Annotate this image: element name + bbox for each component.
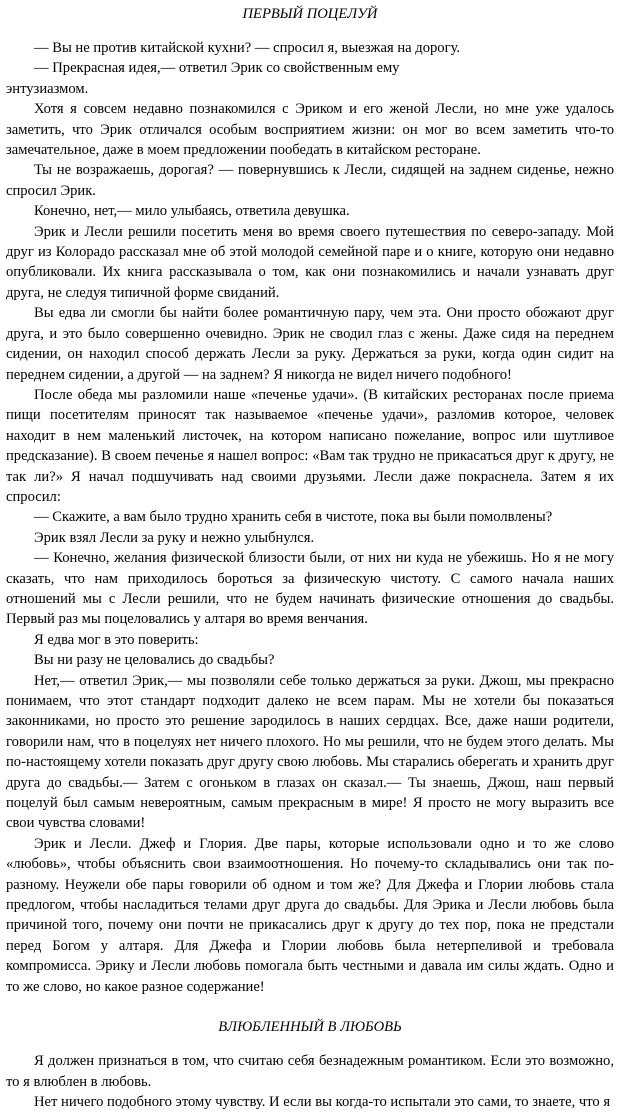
paragraph: Эрик взял Лесли за руку и нежно улыбнулся.: [34, 529, 315, 546]
paragraph: После обеда мы разломили наше «печенье удачи». (В китайских ресторанах после приема пищи посетителям приносят так называемое «печенье удачи», разломив которое, человек находит в нем маленький листочек, на котором написано пожелание, вопрос или шутливое предсказание). В своем печенье я нашел вопрос: «Вам так трудно не прикасаться друг к другу, не так ли?» Я начал подшучивать над своими друзьями. Лесли даже покраснела. Затем я их спросил:: [6, 386, 614, 505]
paragraph: Вы едва ли смогли бы найти более романтичную пару, чем эта. Они просто обожают друг друга, и это было совершенно очевидно. Эрик не сводил глаз с жены. Даже сидя на переднем сидении, он находил способ держать Лесли за руку. Держаться за руки, когда один сидит на переднем сидении, а другой — на заднем? Я никогда не видел ничего подобного!: [6, 305, 614, 383]
paragraph: — Конечно, желания физической близости были, от них ни куда не убежишь. Но я не могу сказать, что нам приходилось бороться за физическую чистоту. С самого начала наших отношений мы с Лесли решили, что не будем начинать физические отношения до свадьбы. Первый раз мы поцеловались у алтаря во время венчания.: [6, 550, 614, 628]
paragraph: Нет ничего подобного этому чувству. И если вы когда-то испытали это сами, то знаете, что я: [34, 1093, 611, 1110]
section-title-in-love-with-love: ВЛЮБЛЕННЫЙ В ЛЮБОВЬ: [218, 1019, 402, 1036]
section-title-first-kiss: ПЕРВЫЙ ПОЦЕЛУЙ: [242, 6, 378, 22]
paragraph: — Скажите, а вам было трудно хранить себя в чистоте, пока вы были помолвлены?: [34, 509, 553, 526]
paragraph: Я едва мог в это поверить:: [34, 631, 199, 648]
paragraph: Я должен признаться в том, что считаю себя безнадежным романтиком. Если это возможно, то я влюблен в любовь.: [6, 1053, 614, 1090]
paragraph: — Прекрасная идея,— ответил Эрик со свойственным ему: [34, 60, 400, 77]
paragraph: энтузиазмом.: [6, 80, 89, 97]
paragraph: — Вы не против китайской кухни? — спросил я, выезжая на дорогу.: [34, 40, 461, 56]
paragraph: Нет,— ответил Эрик,— мы позволяли себе только держаться за руки. Джош, мы прекрасно понимаем, что этот стандарт подходит далеко не всем парам. Мы не хотели бы показаться законниками, но просто это решение зародилось в наших сердцах. Все, даже наши родители, говорили нам, что в поцелуях нет ничего плохого. Но мы решили, что не будем этого делать. Мы по-настоящему хотели показать друг другу свою любовь. Мы старались оберегать и хранить друг друга до свадьбы.— Затем с огоньком в глазах он сказал.— Ты знаешь, Джош, наш первый поцелуй был самым невероятным, самым прекрасным в мире! Я просто не могу выразить все свои чувства словами!: [6, 672, 614, 832]
paragraph: Эрик и Лесли решили посетить меня во время своего путешествия по северо-западу. Мой друг из Колорадо рассказал мне об этой молодой семейной паре и о книге, которую они недавно опубликовали. Их книга рассказывала о том, как они познакомились и начали узнавать друг друга, не следуя типичной форме свиданий.: [6, 223, 614, 301]
paragraph: Конечно, нет,— мило улыбаясь, ответила девушка.: [34, 203, 350, 220]
paragraph: Хотя я совсем недавно познакомился с Эриком и его женой Лесли, но мне уже удалось заметить, что Эрик отличался особым восприятием жизни: он мог во всем заметить что-то замечательное, даже в моем предложении пообедать в китайском ресторане.: [6, 101, 614, 159]
section-in-love-body: [6, 1051, 614, 1112]
paragraph: Эрик и Лесли. Джеф и Глория. Две пары, которые использовали одно и то же слово «любовь», чтобы объяснить свои взаимоотношения. Но почему-то складывались они так по-разному. Неужели обе пары говорили об одном и том же? Для Джефа и Глории любовь стала предлогом, чтобы насладиться телами друг друга до свадьбы. Для Эрика и Лесли любовь была причиной того, почему они почти не прикасались друг к другу до тех пор, пока не предстали перед Богом у алтаря. Для Джефа и Глории любовь была нетерпеливой и требовала компромисса. Эрику и Лесли любовь помогала быть честными и давала им силы ждать. Одно и то же слово, но какое разное содержание!: [6, 835, 614, 995]
paragraph: Вы ни разу не целовались до свадьбы?: [34, 652, 275, 669]
paragraph: Ты не возражаешь, дорогая? — повернувшись к Лесли, сидящей на заднем сиденье, нежно спросил Эрик.: [6, 162, 614, 199]
section-first-kiss-body: [6, 38, 614, 997]
